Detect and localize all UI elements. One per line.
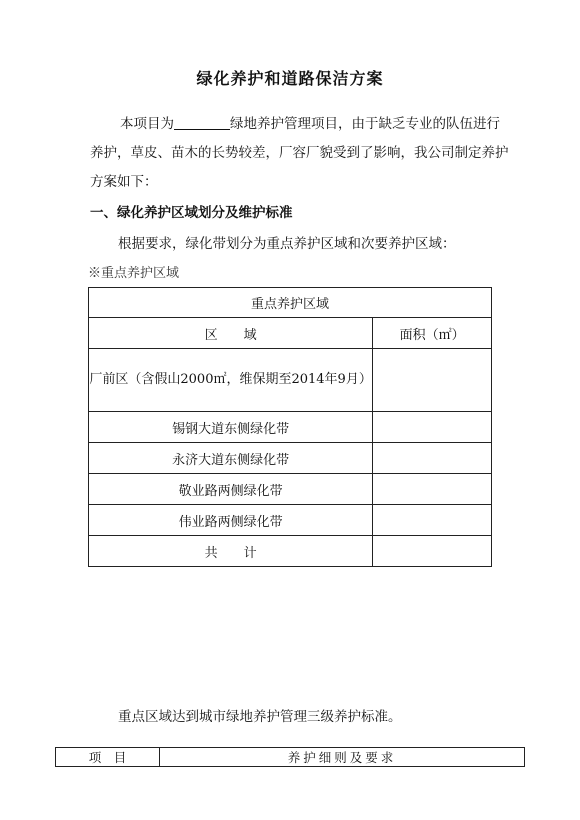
section-text: 根据要求，绿化带划分为重点养护区域和次要养护区域： (118, 236, 456, 252)
intro-text-rest: 绿地养护管理项目，由于缺乏专业的队伍进行养护，草皮、苗木的长势较差，厂容厂貌受到了影响，我公司制定养护方案如下： (90, 116, 509, 190)
table-total-row (89, 536, 492, 567)
table-header-row (56, 748, 525, 767)
size-cell (373, 505, 492, 536)
area-cell: 永济大道东侧绿化带 (89, 443, 373, 474)
table-row (89, 505, 492, 536)
table-row (89, 412, 492, 443)
size-cell (373, 474, 492, 505)
area-cell: 伟业路两侧绿化带 (89, 505, 373, 536)
size-cell (373, 412, 492, 443)
key-area-table (88, 287, 492, 567)
area-cell: 厂前区（含假山2000㎡，维保期至2014年9月） (89, 349, 373, 412)
table-row (89, 443, 492, 474)
column-header-requirements: 养护细则及要求 (160, 748, 525, 767)
size-cell (373, 443, 492, 474)
table-row (89, 349, 492, 412)
area-cell: 锡钢大道东侧绿化带 (89, 412, 373, 443)
maintenance-standard-table (55, 747, 525, 767)
section-heading: 一、绿化养护区域划分及维护标准 (90, 205, 293, 221)
column-header-size: 面积（㎡） (373, 318, 492, 349)
total-size-cell (373, 536, 492, 567)
area-cell: 敬业路两侧绿化带 (89, 474, 373, 505)
key-area-note: ※重点养护区域 (88, 266, 180, 281)
intro-paragraph (90, 110, 510, 197)
table-title: 重点养护区域 (89, 288, 492, 318)
page-title: 绿化养护和道路保洁方案 (196, 69, 384, 88)
standard-statement: 重点区域达到城市绿地养护管理三级养护标准。 (118, 709, 402, 725)
column-header-area: 区 域 (89, 318, 373, 349)
table-row (89, 474, 492, 505)
size-cell (373, 349, 492, 412)
total-label: 共 计 (89, 536, 373, 567)
intro-text-start: 本项目为 (120, 116, 174, 132)
project-name-blank (174, 115, 230, 130)
column-header-item: 项 目 (56, 748, 160, 767)
